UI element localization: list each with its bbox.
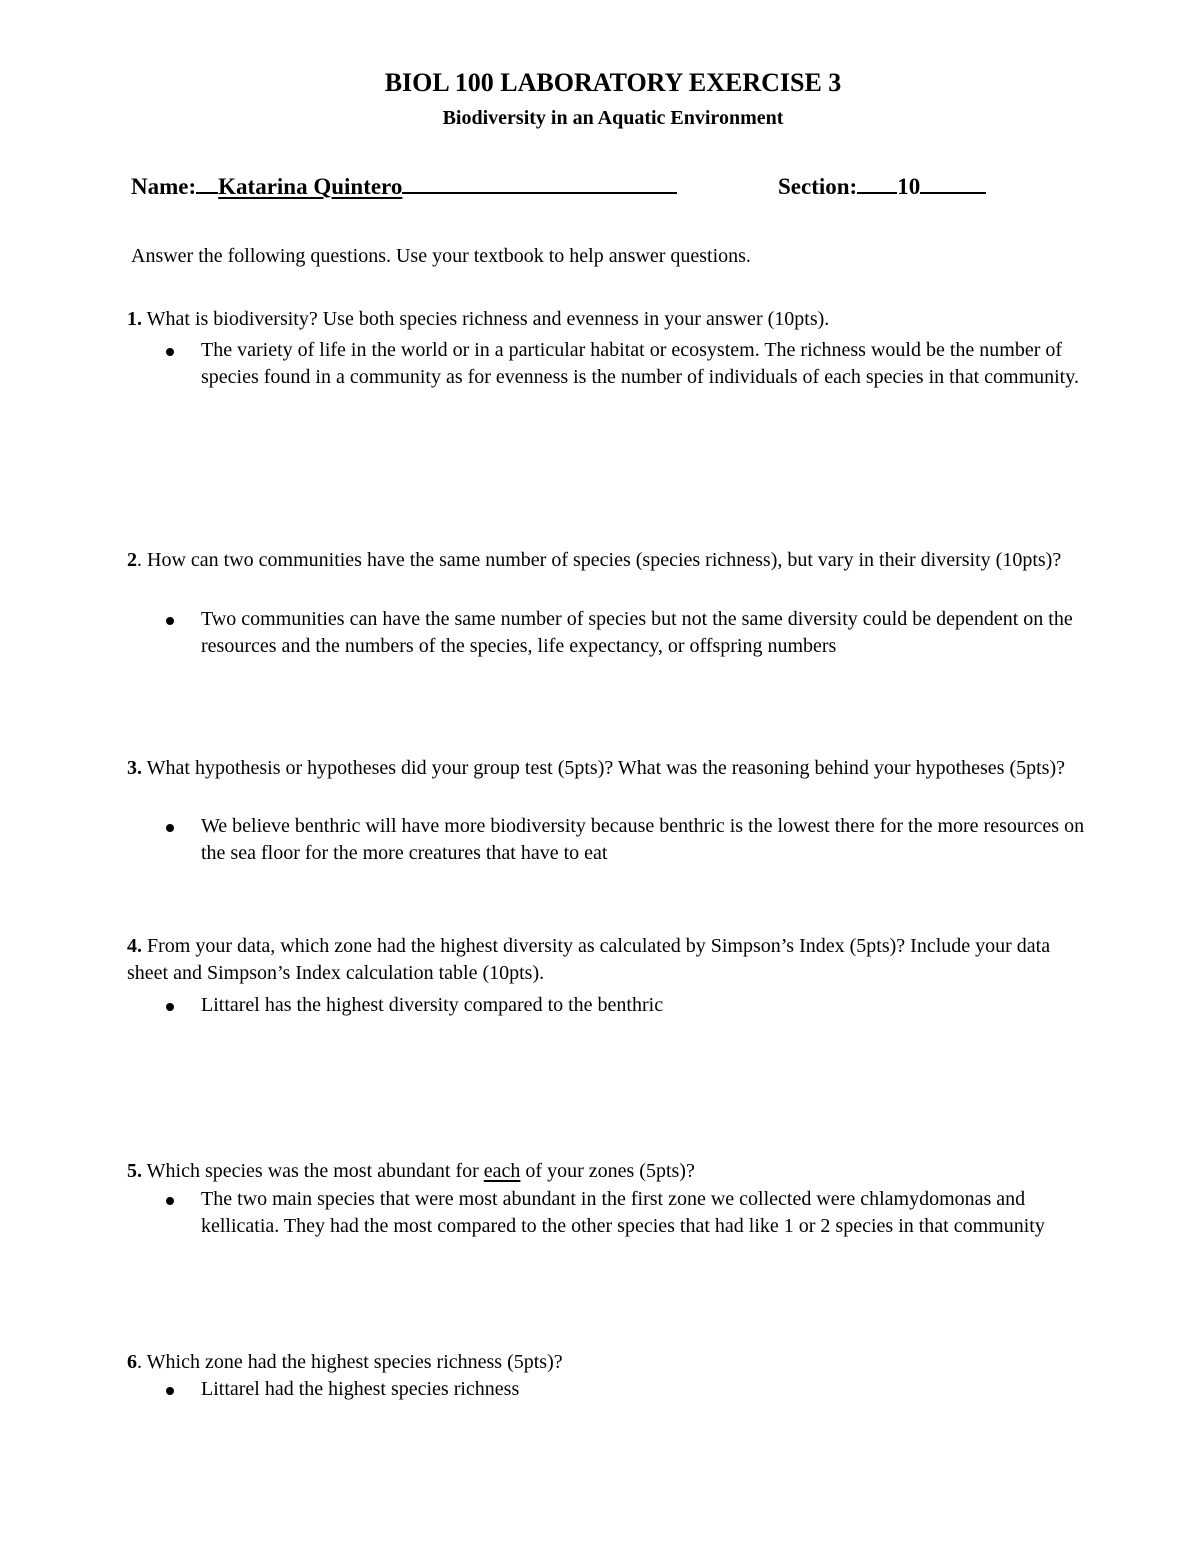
question-5 [127,1158,1087,1185]
name-row [131,170,677,202]
question-3-text: What hypothesis or hypotheses did your group test (5pts)? What was the reasoning behind your hypotheses (5pts)? [146,757,1065,779]
answer-3-text: We believe benthric will have more biodiversity because benthric is the lowest there for the more resources on the sea floor for the more creatures that have to eat [201,815,1085,864]
answer-4 [166,992,1086,1019]
question-2 [127,547,1087,574]
name-underline-lead [196,170,218,194]
page-title: BIOL 100 LABORATORY EXERCISE 3 [384,68,842,97]
question-4-text: From your data, which zone had the highest diversity as calculated by Simpson’s Index (5pts)? Include your data sheet and Simpson’s Index calculation table (10pts). [127,935,1051,984]
bullet-icon [166,1003,174,1011]
question-5-text-after: of your zones (5pts)? [520,1160,695,1182]
answer-6-text: Littarel had the highest species richness [201,1378,520,1400]
section-row [778,170,986,202]
name-value: Katarina Quintero [218,174,403,199]
answer-4-text: Littarel has the highest diversity compared to the benthric [201,994,664,1016]
question-6-text: . Which zone had the highest species richness (5pts)? [137,1351,563,1373]
question-4-number: 4. [127,935,142,957]
bullet-icon [166,1387,174,1395]
question-1-text: What is biodiversity? Use both species richness and evenness in your answer (10pts). [146,308,830,330]
question-6-number: 6 [127,1351,137,1373]
question-5-text-underlined: each [483,1160,521,1182]
answer-5 [166,1186,1086,1240]
answer-2-text: Two communities can have the same number of species but not the same diversity could be dependent on the resources and the numbers of the species, life expectancy, or offspring numbers [201,608,1073,657]
answer-5-text: The two main species that were most abundant in the first zone we collected were chlamydomonas and kellicatia. They had the most compared to the other species that had like 1 or 2 species in that community [201,1188,1045,1237]
question-3-number: 3. [127,757,142,779]
page-subtitle: Biodiversity in an Aquatic Environment [442,107,784,129]
name-underline-tail [402,170,677,194]
name-label: Name: [131,174,197,199]
answer-2 [166,606,1086,660]
question-6 [127,1349,1087,1376]
question-5-number: 5. [127,1160,142,1182]
bullet-icon [166,824,174,832]
question-1-number: 1. [127,308,142,330]
section-label: Section: [778,174,858,199]
section-value: 10 [897,174,921,199]
bullet-icon [166,617,174,625]
bullet-icon [166,1197,174,1205]
answer-1-text: The variety of life in the world or in a particular habitat or ecosystem. The richness would be the number of species found in a community as for evenness is the number of individuals of each species in that community. [201,339,1079,388]
section-underline-lead [857,170,897,194]
bullet-icon [166,348,174,356]
question-5-text-before: Which species was the most abundant for [146,1160,484,1182]
question-2-number: 2 [127,549,137,571]
question-2-text: . How can two communities have the same number of species (species richness), but vary in their diversity (10pts)? [137,549,1062,571]
question-4 [127,933,1087,987]
question-3 [127,755,1087,782]
instructions: Answer the following questions. Use your textbook to help answer questions. [131,245,751,267]
answer-6 [166,1376,1086,1403]
question-1 [127,306,1087,333]
answer-3 [166,813,1086,867]
section-underline-tail [920,170,986,194]
answer-1 [166,337,1086,391]
